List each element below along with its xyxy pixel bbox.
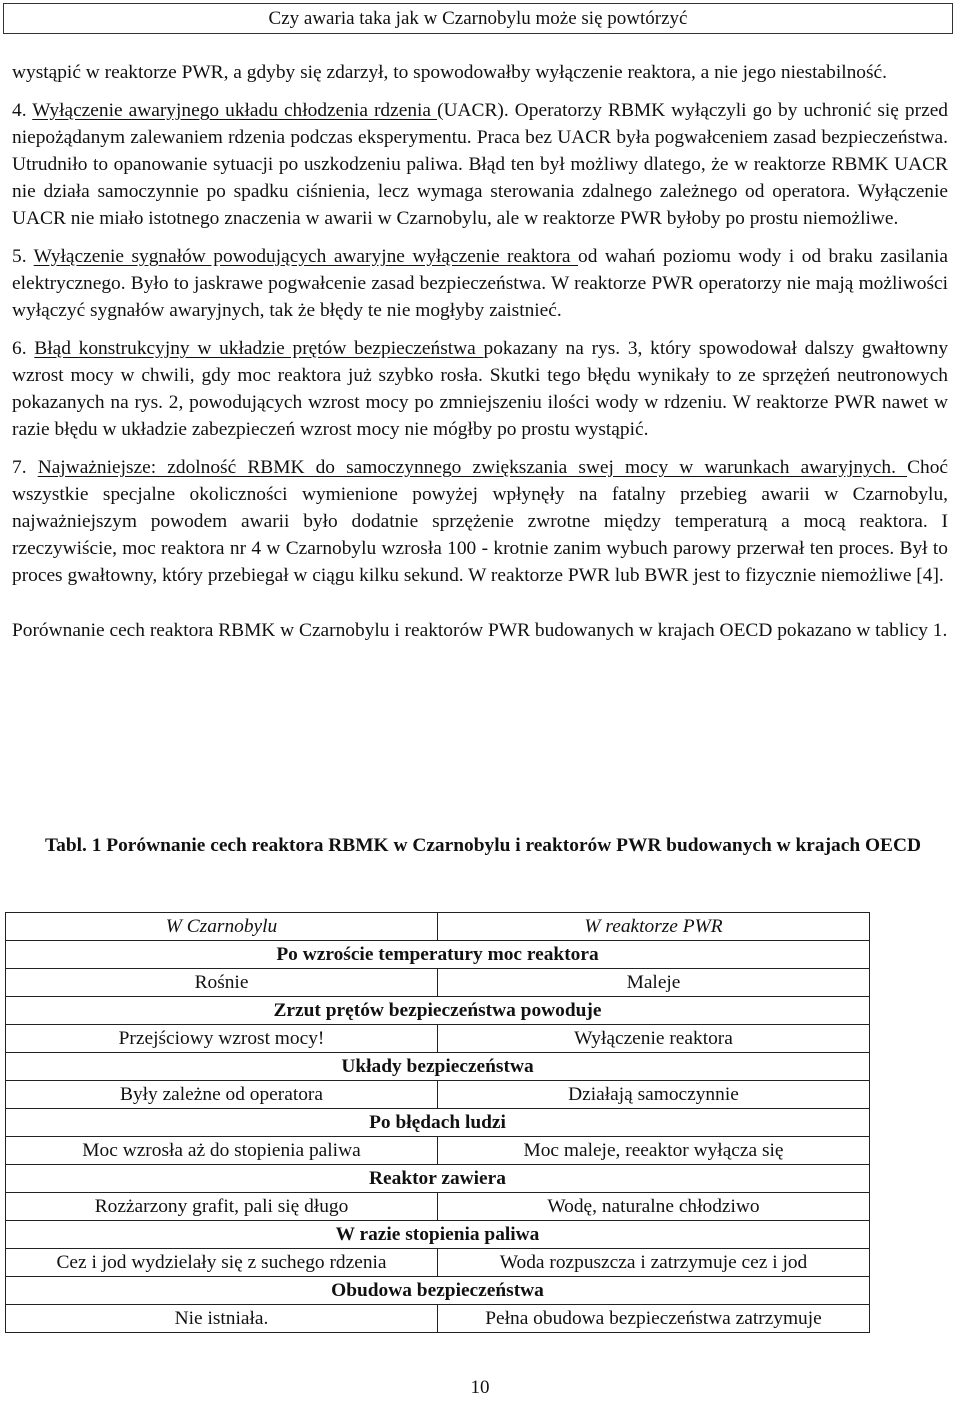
table-section-row <box>6 1165 870 1193</box>
table-row <box>6 1081 870 1109</box>
column-header-chernobyl: W Czarnobylu <box>6 913 438 941</box>
running-header-title: Czy awaria taka jak w Czarnobylu może się powtórzyć <box>268 8 688 29</box>
column-header-pwr: W reaktorze PWR <box>438 913 870 941</box>
cell-chernobyl: Rozżarzony grafit, pali się długo <box>6 1193 438 1221</box>
page-number: 10 <box>470 1377 490 1398</box>
item-text: pokazany na rys. 3, który spowodował dalszy gwałtowny wzrost mocy w chwili, gdy moc reaktora już szybko rosła. Skutki tego błędu wynikały to ze sprzężeń neutronowych pokazanych na rys. 2, powodujących wzrost mocy po zmniejszeniu ilości wody w rdzeniu. W reaktorze PWR nawet w razie błędu w układzie zabezpieczeń wzrost mocy nie mógłby po prostu wystąpić. <box>12 338 949 440</box>
item-lead: Błąd konstrukcyjny w układzie prętów bezpieczeństwa <box>34 338 484 359</box>
section-title: Po wzroście temperatury moc reaktora <box>6 941 870 969</box>
paragraph-item-7 <box>12 454 948 589</box>
paragraph-item-5 <box>12 243 948 324</box>
item-text: od wahań poziomu wody i od braku zasilania elektrycznego. Było to jaskrawe pogwałcenie zasad bezpieczeństwa. W reaktorze PWR operatorzy nie mają możliwości wyłączyć sygnałów awaryjnych, tak że błędy te nie mogłyby zaistnieć. <box>12 246 949 321</box>
item-number: 7. <box>12 457 38 478</box>
section-title: Po błędach ludzi <box>6 1109 870 1137</box>
item-text: (UACR). Operatorzy RBMK wyłączyli go by uchronić się przed niepożądanym zalewaniem rdzenia podczas eksperymentu. Praca bez UACR była pogwałceniem zasad bezpieczeństwa. Utrudniło to opanowanie sytuacji po uszkodzeniu paliwa. Błąd ten był możliwy dlatego, że w reaktorze RBMK UACR nie działa samoczynnie po spadku ciśnienia, lecz wymaga sterowania zdalnego zależnego od operatora. Wyłączenie UACR nie miało istotnego znaczenia w awarii w Czarnobylu, ale w reaktorze PWR byłoby po prostu niemożliwe. <box>12 100 948 229</box>
table-section-row <box>6 941 870 969</box>
cell-chernobyl: Rośnie <box>6 969 438 997</box>
item-lead: Wyłączenie awaryjnego układu chłodzenia rdzenia <box>32 100 438 121</box>
table-section-row <box>6 1221 870 1249</box>
paragraph-table-intro <box>12 617 948 644</box>
section-title: Obudowa bezpieczeństwa <box>6 1277 870 1305</box>
cell-pwr: Moc maleje, reeaktor wyłącza się <box>438 1137 870 1165</box>
item-number: 6. <box>12 338 35 359</box>
table-row <box>6 1305 870 1333</box>
section-title: Reaktor zawiera <box>6 1165 870 1193</box>
cell-chernobyl: Przejściowy wzrost mocy! <box>6 1025 438 1053</box>
paragraph-continuation <box>12 59 948 86</box>
cell-chernobyl: Moc wzrosła aż do stopienia paliwa <box>6 1137 438 1165</box>
table-header-row <box>6 913 870 941</box>
table-row <box>6 1193 870 1221</box>
comparison-table <box>5 912 870 1333</box>
paragraph-item-6 <box>12 335 948 443</box>
table-row <box>6 1137 870 1165</box>
running-header <box>3 3 953 34</box>
item-text: Choć wszystkie specjalne okoliczności wymienione powyżej wpłynęły na fatalny przebieg awarii w Czarnobylu, najważniejszym powodem awarii było dodatnie sprzężenie zwrotne między temperaturą a mocą reaktora. I rzeczywiście, moc reaktora nr 4 w Czarnobylu wzrosła 100 - krotnie zanim wybuch parowy przerwał ten proces. Był to proces gwałtowny, który przebiegał w ciągu kilku sekund. W reaktorze PWR lub BWR jest to fizycznie niemożliwe [4]. <box>12 457 948 586</box>
item-lead: Najważniejsze: zdolność RBMK do samoczynnego zwiększania swej mocy w warunkach awaryjnych. <box>37 457 908 478</box>
cell-pwr: Działają samoczynnie <box>438 1081 870 1109</box>
cell-chernobyl: Były zależne od operatora <box>6 1081 438 1109</box>
table-row <box>6 1249 870 1277</box>
section-title: Zrzut prętów bezpieczeństwa powoduje <box>6 997 870 1025</box>
cell-chernobyl: Nie istniała. <box>6 1305 438 1333</box>
table-section-row <box>6 1053 870 1081</box>
cell-pwr: Maleje <box>438 969 870 997</box>
item-number: 5. <box>12 246 34 267</box>
body-text <box>12 59 948 655</box>
cell-chernobyl: Cez i jod wydzielały się z suchego rdzenia <box>6 1249 438 1277</box>
cell-pwr: Pełna obudowa bezpieczeństwa zatrzymuje <box>438 1305 870 1333</box>
paragraph-item-4 <box>12 97 948 232</box>
section-title: Układy bezpieczeństwa <box>6 1053 870 1081</box>
paragraph-text: Porównanie cech reaktora RBMK w Czarnobylu i reaktorów PWR budowanych w krajach OECD pokazano w tablicy 1. <box>12 620 948 641</box>
table-section-row <box>6 1277 870 1305</box>
cell-pwr: Wyłączenie reaktora <box>438 1025 870 1053</box>
cell-pwr: Wodę, naturalne chłodziwo <box>438 1193 870 1221</box>
section-title: W razie stopienia paliwa <box>6 1221 870 1249</box>
item-lead: Wyłączenie sygnałów powodujących awaryjne wyłączenie reaktora <box>33 246 579 267</box>
cell-pwr: Woda rozpuszcza i zatrzymuje cez i jod <box>438 1249 870 1277</box>
table-row <box>6 969 870 997</box>
table-section-row <box>6 1109 870 1137</box>
table-section-row <box>6 997 870 1025</box>
item-number: 4. <box>12 100 33 121</box>
table-caption: Tabl. 1 Porównanie cech reaktora RBMK w Czarnobylu i reaktorów PWR budowanych w krajach OECD <box>45 835 921 856</box>
table-row <box>6 1025 870 1053</box>
paragraph-text: wystąpić w reaktorze PWR, a gdyby się zdarzył, to spowodowałby wyłączenie reaktora, a nie jego niestabilność. <box>12 62 887 83</box>
